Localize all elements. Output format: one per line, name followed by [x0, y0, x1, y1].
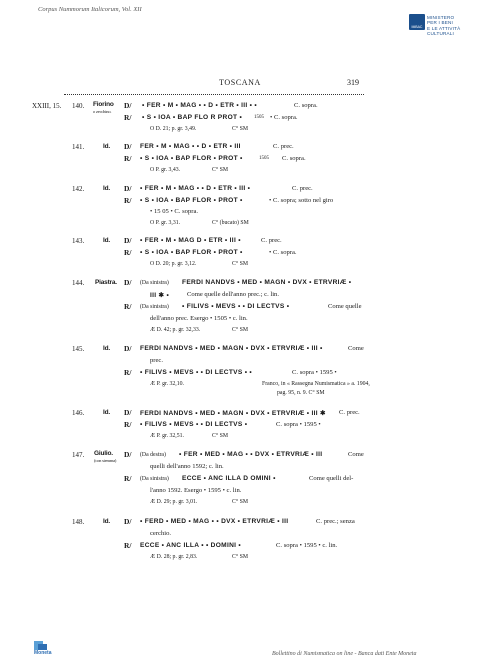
weight-reference: O D. 20; p. gr. 3,12. [150, 261, 197, 267]
reverse-note: Come quelle [328, 303, 362, 310]
obverse-legend: FERDI NANDVS • MED • MAGN • DVX • ETRVRIÆ • III ✱ [140, 410, 326, 417]
obverse-direction: (Da sinistra) [140, 280, 169, 286]
reverse-legend: • FILIVS • MEVS • • DI LECTVS • [182, 303, 290, 310]
reverse-label: R/ [124, 474, 132, 483]
footer-text: Bollettino di Numismatica on line - Banca dati Ente Moneta [272, 651, 417, 657]
literature-citation: Franco, in « Rassegna Numismatica » a. 1904, [262, 381, 370, 387]
obverse-label: D/ [124, 517, 132, 526]
reverse-legend: • S • IOA • BAP FLO R PROT • [142, 114, 243, 121]
collection-mark: C° (bucato) SM [212, 220, 249, 226]
reverse-note-cont: l'anno 1592. Esergo • 1595 • c. lin. [150, 487, 242, 494]
collection-mark: C° SM [232, 499, 249, 505]
reverse-note: C. sopra • 1595 • c. lin. [276, 542, 338, 549]
obverse-note: C. sopra. [294, 102, 318, 109]
reverse-legend: • S • IOA • BAP FLOR • PROT • [140, 249, 243, 256]
obverse-label: D/ [124, 344, 132, 353]
denomination: Id. [103, 185, 110, 192]
reverse-note: C. sopra • 1595 • [292, 369, 337, 376]
collection-mark: C° SM [212, 433, 229, 439]
obverse-legend: • FER • M • MAG • • D • ETR • III • • [142, 102, 258, 109]
reverse-note: • C. sopra; sotto nel giro [269, 197, 334, 204]
weight-reference: Æ D. 42; p. gr. 32,33. [150, 327, 201, 333]
weight-reference: Æ D. 28; p. gr. 2,83. [150, 554, 198, 560]
reverse-legend: ECCE • ANC ILLA • • DOMINI • [140, 542, 242, 549]
denomination: Piastra. [95, 279, 117, 286]
obverse-note: C. prec. [261, 237, 282, 244]
reverse-legend: ECCE • ANC ILLA D OMINI • [182, 475, 276, 482]
plate-reference: XXIII, 15. [32, 102, 62, 110]
weight-reference: O P. gr. 3,31. [150, 220, 181, 226]
reverse-label: R/ [124, 248, 132, 257]
obverse-note: C. prec. [339, 409, 360, 416]
weight-reference: Æ P. gr. 32,51. [150, 433, 184, 439]
series-title: Corpus Nummorum Italicorum, Vol. XII [38, 6, 142, 13]
obverse-note: C. prec. [273, 143, 294, 150]
reverse-direction: (Da sinistra) [140, 304, 169, 310]
reverse-label: R/ [124, 420, 132, 429]
reverse-legend: • S • IOA • BAP FLOR • PROT • [140, 155, 243, 162]
obverse-label: D/ [124, 184, 132, 193]
collection-mark: C° SM [232, 554, 249, 560]
entry-number: 141. [72, 143, 85, 151]
reverse-legend: • S • IOA • BAP FLOR • PROT • [140, 197, 243, 204]
obverse-label: D/ [124, 408, 132, 417]
obverse-legend: FERDI NANDVS • MED • MAGN • DVX • ETRVRIÆ • [182, 279, 352, 286]
obverse-label: D/ [124, 101, 132, 110]
reverse-note: Come quelli del- [309, 475, 354, 482]
denomination: Id. [103, 409, 110, 416]
reverse-extra: • 15 05 • C. sopra. [150, 208, 199, 215]
reverse-label: R/ [124, 154, 132, 163]
denomination: Id. [103, 518, 110, 525]
collection-mark: C° SM [212, 167, 229, 173]
denomination: Id. [103, 237, 110, 244]
reverse-note: C. sopra. [282, 155, 306, 162]
literature-citation-cont: pag. 95, n. 9. C° SM [277, 390, 325, 396]
ministry-emblem-icon: MiBAC [409, 14, 425, 30]
obverse-label: D/ [124, 236, 132, 245]
entry-number: 146. [72, 409, 85, 417]
entry-number: 143. [72, 237, 85, 245]
reverse-date: 1505 [254, 115, 264, 120]
obverse-direction: (Da destra) [140, 452, 166, 458]
entry-number: 144. [72, 279, 85, 287]
obverse-legend: • FER • M • MAG D • ETR • III • [140, 237, 241, 244]
obverse-legend: • FERD • MED • MAG • • DVX • ETRVRIÆ • III [140, 518, 289, 525]
entry-number: 142. [72, 185, 85, 193]
reverse-note: • C. sopra. [270, 114, 298, 121]
ministry-logo [409, 14, 479, 48]
ministry-text: MINISTERO PER I BENI E LE ATTIVITÀ CULTURALI [427, 15, 461, 37]
denomination: Id. [103, 345, 110, 352]
obverse-legend-cont: III ✱ • [150, 292, 170, 299]
entry-number: 148. [72, 518, 85, 526]
denomination: Giulio. (con stemma) [94, 450, 117, 463]
reverse-label: R/ [124, 113, 132, 122]
weight-reference: Æ P. gr. 32,10. [150, 381, 184, 387]
obverse-note: Come [348, 451, 364, 458]
page-title: TOSCANA [219, 78, 261, 87]
obverse-legend: FER • M • MAG • • D • ETR • III [140, 143, 241, 150]
obverse-legend: • FER • MED • MAG • • DVX • ETRVRIÆ • III [179, 451, 323, 458]
obverse-note: Come quelle dell'anno prec.; c. lin. [187, 291, 280, 298]
entry-number: 140. [72, 102, 85, 110]
header-divider [64, 94, 364, 95]
obverse-note: C. prec. [292, 185, 313, 192]
reverse-label: R/ [124, 196, 132, 205]
reverse-note: C. sopra • 1595 • [276, 421, 321, 428]
reverse-legend: • FILIVS • MEVS • • DI LECTVS • • [140, 369, 253, 376]
reverse-label: R/ [124, 302, 132, 311]
moneta-logo [34, 641, 58, 655]
denomination: Id. [103, 143, 110, 150]
obverse-legend: FERDI NANDVS • MED • MAGN • DVX • ETRVRIÆ • III • [140, 345, 323, 352]
page-number: 319 [347, 78, 359, 87]
reverse-legend: • FILIVS • MEVS • • DI LECTVS • [140, 421, 248, 428]
obverse-note-cont: prec. [150, 357, 163, 364]
collection-mark: C° SM [232, 261, 249, 267]
entry-number: 145. [72, 345, 85, 353]
reverse-date: 1505 [259, 156, 269, 161]
collection-mark: C° SM [232, 126, 249, 132]
obverse-note: C. prec.; senza [316, 518, 355, 525]
reverse-label: R/ [124, 368, 132, 377]
obverse-note-cont: quelli dell'anno 1592; c. lin. [150, 463, 224, 470]
weight-reference: O P. gr. 3,43. [150, 167, 181, 173]
moneta-logo-text: Moneta [34, 650, 52, 656]
weight-reference: Æ D. 29; p. gr. 3,01. [150, 499, 198, 505]
entry-number: 147. [72, 451, 85, 459]
obverse-label: D/ [124, 142, 132, 151]
denomination: Fiorino o zecchino. [93, 101, 114, 114]
obverse-note: Come [348, 345, 364, 352]
reverse-note: • C. sopra. [269, 249, 297, 256]
collection-mark: C° SM [232, 327, 249, 333]
obverse-legend: • FER • M • MAG • • D • ETR • III • [140, 185, 251, 192]
reverse-label: R/ [124, 541, 132, 550]
reverse-note-cont: dell'anno prec. Esergo • 1505 • c. lin. [150, 315, 248, 322]
obverse-label: D/ [124, 278, 132, 287]
reverse-direction: (Da sinistra) [140, 476, 169, 482]
obverse-label: D/ [124, 450, 132, 459]
obverse-note-cont: cerchio. [150, 530, 172, 537]
weight-reference: O D. 21; p. gr. 3,49. [150, 126, 197, 132]
